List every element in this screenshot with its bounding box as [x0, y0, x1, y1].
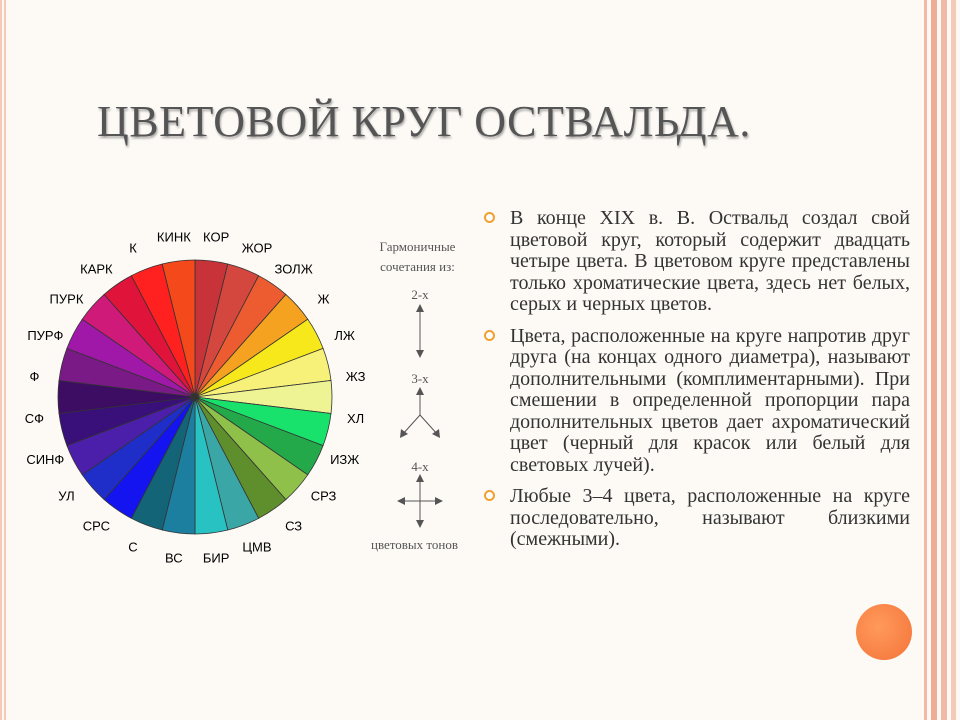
- harmony-footer: цветовых тонов: [370, 537, 459, 552]
- bullet-text: Цвета, расположенные на круге напротив друг друга (на концах одного диаметра), называют дополнительными (комплиментарными). При смешении в определенной пропорции пара дополнительных цветов дает ахроматический цвет (черный для красок или белый для световых лучей).: [510, 324, 910, 476]
- wheel-label: ИЗЖ: [330, 451, 360, 467]
- wheel-label: БИР: [202, 550, 230, 566]
- bullet-item: [484, 326, 910, 477]
- wheel-label: КИНК: [156, 229, 191, 245]
- right-frame-stripes: [918, 0, 960, 720]
- bullet-text: В конце XIX в. В. Оствальд создал свой цветовой круг, который содержит двадцать четыре цвета. В цветовом круге представлены только хроматические цвета, здесь нет белых, серых и черных цветов.: [510, 207, 910, 315]
- bullet-list: [484, 208, 910, 561]
- four-way-arrow-icon: [395, 473, 445, 529]
- decorative-orange-circle: [856, 604, 912, 660]
- harmony-three-label: 3-х: [411, 371, 429, 386]
- harmony-title-line2: сочетания из:: [380, 259, 455, 274]
- wheel-label: ЗОЛЖ: [274, 261, 313, 277]
- wheel-label: ХЛ: [347, 411, 365, 427]
- wheel-label: СРС: [82, 518, 111, 534]
- wheel-label: ЦМВ: [242, 539, 272, 555]
- wheel-label: КАРК: [80, 261, 113, 277]
- bullet-item: [484, 208, 910, 316]
- wheel-label: ЛЖ: [334, 328, 355, 344]
- wheel-label: ВС: [165, 550, 183, 566]
- harmony-four-label: 4-х: [411, 459, 429, 474]
- ostwald-color-wheel: [0, 200, 380, 590]
- harmony-panel: [355, 235, 480, 565]
- wheel-label: Ж: [317, 291, 330, 307]
- three-way-arrow-icon: [397, 385, 443, 441]
- two-way-arrow-icon: [410, 303, 430, 359]
- bullet-icon: [484, 490, 495, 501]
- harmony-title-line1: Гармоничные: [379, 239, 456, 254]
- wheel-label: ПУРК: [49, 291, 84, 307]
- wheel-sectors: [58, 260, 332, 534]
- wheel-label: К: [129, 240, 137, 256]
- wheel-label: СФ: [24, 411, 45, 427]
- wheel-label: ПУРФ: [27, 328, 64, 344]
- wheel-label: ЖОР: [241, 240, 273, 256]
- wheel-label: КОР: [203, 229, 230, 245]
- bullet-icon: [484, 212, 495, 223]
- wheel-label: С: [128, 539, 138, 555]
- bullet-text: Любые 3–4 цвета, расположенные на круге последовательно, называют близкими (смежными).: [510, 485, 910, 550]
- harmony-two-label: 2-х: [411, 287, 429, 302]
- bullet-item: [484, 486, 910, 551]
- wheel-label: СРЗ: [310, 488, 337, 504]
- wheel-label: УЛ: [58, 488, 75, 504]
- wheel-label: ЖЗ: [345, 368, 366, 384]
- wheel-label: Ф: [29, 368, 40, 384]
- wheel-label: СЗ: [285, 518, 303, 534]
- wheel-label: СИНФ: [26, 451, 65, 467]
- slide-title: ЦВЕТОВОЙ КРУГ ОСТВАЛЬДА.: [97, 97, 751, 146]
- bullet-icon: [484, 330, 495, 341]
